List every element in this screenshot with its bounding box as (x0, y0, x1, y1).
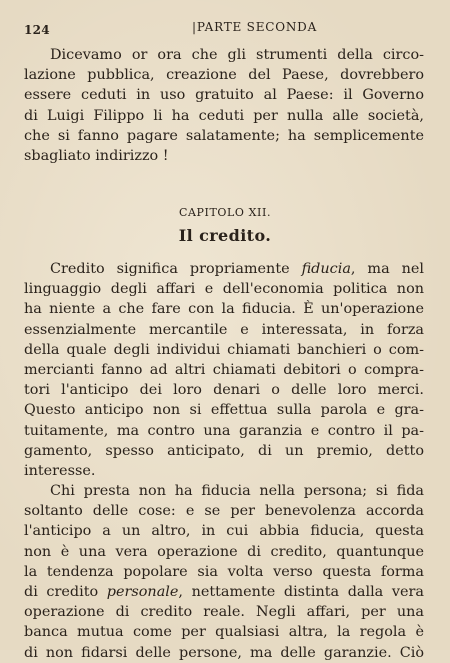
text-line (24, 259, 424, 279)
text-line: mercianti fanno ad altri chiamati debitori o compra- (24, 361, 424, 378)
text-line: non è una vera operazione di credito, quantunque (24, 543, 424, 560)
chapter-title: Il credito. (178, 226, 272, 245)
text-line: interesse. (24, 462, 96, 479)
text-run: di credito (24, 584, 107, 600)
text-run: , nettamente distinta dalla vera (178, 584, 424, 600)
text-line: di non fidarsi delle persone, ma delle garanzie. Ciò (24, 644, 424, 661)
chapter-body (24, 259, 424, 663)
page-number: 124 (24, 23, 50, 37)
text-line: tuitamente, ma contro una garanzia e contro il pa- (24, 422, 424, 439)
page-header (24, 20, 426, 40)
chapter-label: CAPITOLO XII. (178, 206, 272, 219)
text-run: Credito significa propriamente (50, 261, 302, 277)
text-line: soltanto delle cose: e se per benevolenza accorda (24, 503, 424, 520)
text-line: sbagliato indirizzo ! (24, 147, 169, 164)
text-line: Dicevamo or ora che gli strumenti della circo- (50, 47, 424, 63)
text-line: l'anticipo a un altro, in cui abbia fiducia, questa (24, 523, 424, 540)
text-line: di Luigi Filippo li ha ceduti per nulla alle società, (24, 107, 424, 124)
text-line: operazione di credito reale. Negli affari, per una (24, 604, 424, 621)
text-line: Chi presta non ha fiducia nella persona; si fida (50, 483, 424, 500)
text-line: che si fanno pagare salatamente; ha semplicemente (24, 127, 424, 144)
running-head: |PARTE SECONDA (192, 20, 318, 34)
text-line: la tendenza popolare sia volta verso questa forma (24, 563, 424, 580)
emphasis-text: fiducia (301, 261, 351, 277)
text-line: tori l'anticipo dei loro denari o delle loro merci. (24, 382, 424, 399)
text-line (24, 582, 424, 602)
text-line: lazione pubblica, creazione del Paese, dovrebbero (24, 67, 424, 84)
text-line: gamento, spesso anticipato, di un premio, detto (24, 442, 424, 459)
text-line: banca mutua come per qualsiasi altra, la regola è (24, 624, 424, 641)
text-run: , ma nel (350, 261, 424, 277)
text-line: Questo anticipo non si effettua sulla parola e gra- (24, 402, 424, 419)
emphasis-text: personale (106, 584, 179, 600)
text-line: essenzialmente mercantile e interessata, in forza (24, 321, 424, 338)
text-line: della quale degli individui chiamati banchieri o com- (24, 341, 424, 358)
paragraph-continued (24, 45, 424, 166)
text-line: linguaggio degli affari e dell'economia politica non (24, 281, 424, 298)
text-line: essere ceduti in uso gratuito al Paese: il Governo (24, 87, 424, 104)
text-line: ha niente a che fare con la fiducia. È un'operazione (24, 301, 424, 318)
